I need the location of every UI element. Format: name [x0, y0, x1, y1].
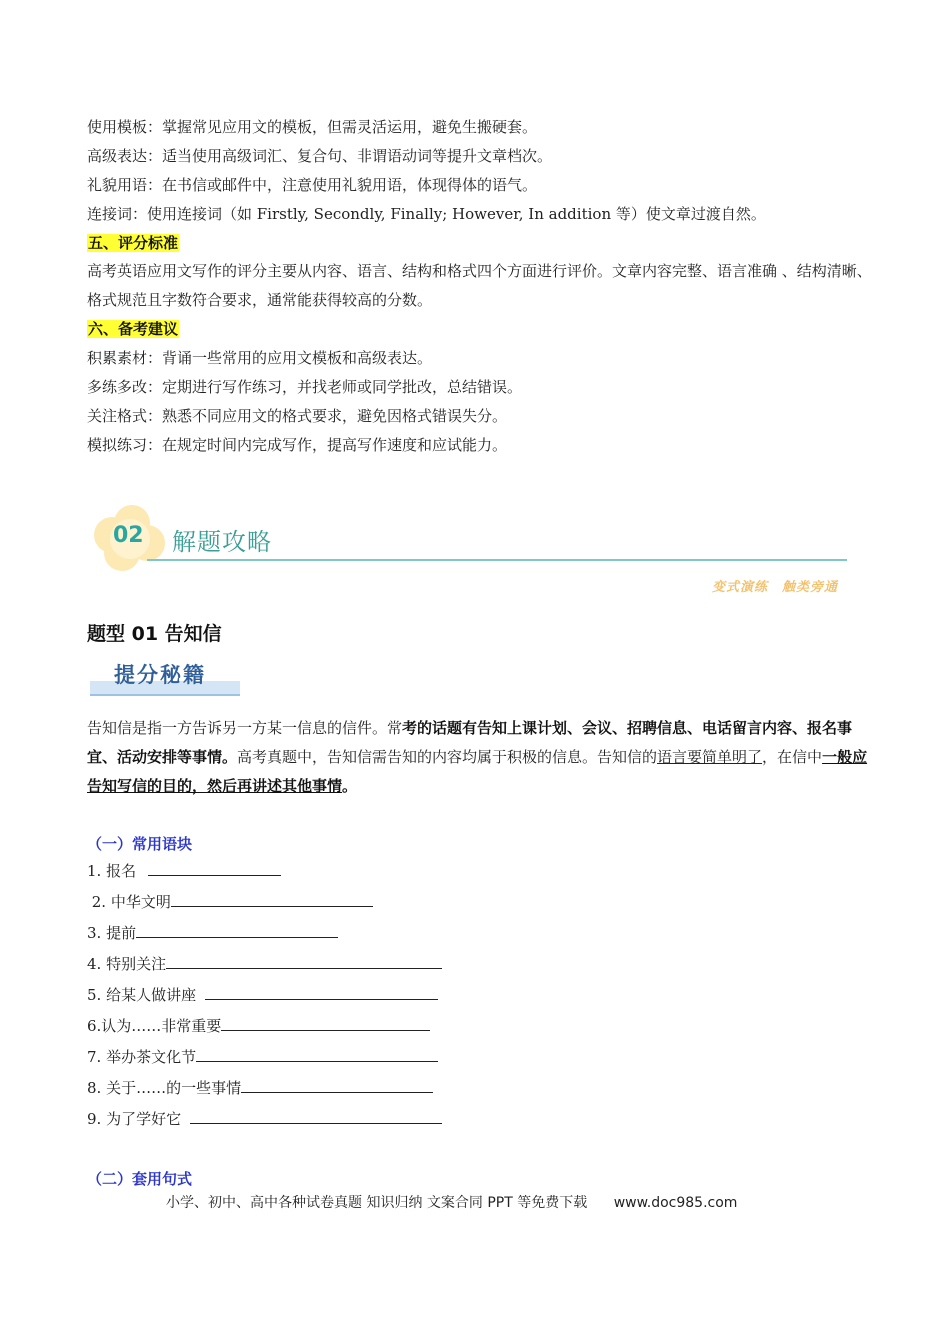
- answer-blank[interactable]: [171, 892, 373, 907]
- banner-subtitle: 变式演练 触类旁通: [712, 580, 839, 595]
- tips-badge: [90, 657, 242, 699]
- answer-blank[interactable]: [221, 1016, 430, 1031]
- section6-line-format: 关注格式：熟悉不同应用文的格式要求，避免因格式错误失分。: [87, 407, 508, 425]
- phrase-text: 9. 为了学好它: [87, 1110, 182, 1128]
- answer-blank[interactable]: [205, 985, 438, 1000]
- banner-title: 解题攻略: [172, 528, 272, 556]
- desc-part-1: 告知信是指一方告诉另一方某一信息的信件。常: [87, 719, 403, 737]
- phrase-item-6: [87, 1016, 430, 1036]
- phrase-item-8: [87, 1078, 433, 1098]
- section5-paragraph: 高考英语应用文写作的评分主要从内容、语言、结构和格式四个方面进行评价。文章内容完整、语言准确 、结构清晰、格式规范且字数符合要求，通常能获得较高的分数。: [87, 262, 872, 309]
- phrase-text: 5. 给某人做讲座: [87, 986, 197, 1004]
- phrase-item-5: [87, 985, 438, 1005]
- answer-blank[interactable]: [241, 1078, 433, 1093]
- section6-line-practice: 多练多改：定期进行写作练习，并找老师或同学批改，总结错误。: [87, 378, 523, 396]
- answer-blank[interactable]: [166, 954, 442, 969]
- section6-line-mock: 模拟练习：在规定时间内完成写作，提高写作速度和应试能力。: [87, 436, 508, 454]
- answer-blank[interactable]: [190, 1109, 442, 1124]
- phrase-item-7: [87, 1047, 438, 1067]
- answer-blank[interactable]: [148, 861, 281, 876]
- desc-language-underline: 语言要简单明了: [657, 748, 763, 766]
- intro-line-polite-language: 礼貌用语：在书信或邮件中，注意使用礼貌用语，体现得体的语气。: [87, 176, 538, 194]
- phrases-heading: （一）常用语块: [87, 835, 193, 853]
- phrase-text: 3. 提前: [87, 924, 137, 942]
- desc-purpose-bold-underline: 一般应告知写信的目的，然后再讲述其他事情: [87, 748, 868, 795]
- notice-letter-description: [87, 714, 877, 801]
- phrase-text: 1. 报名: [87, 862, 137, 880]
- desc-part-5: ，在信中: [762, 748, 823, 766]
- phrase-text: 8. 关于……的一些事情: [87, 1079, 242, 1097]
- intro-line-template: 使用模板：掌握常见应用文的模板，但需灵活运用，避免生搬硬套。: [87, 118, 538, 136]
- section5-heading-text: 五、评分标准: [88, 234, 179, 252]
- phrase-text: 2. 中华文明: [87, 893, 171, 911]
- section6-heading: [87, 319, 179, 339]
- answer-blank[interactable]: [196, 1047, 438, 1062]
- desc-part-3: 高考真题中，告知信需告知的内容均属于积极的信息。告知信的: [237, 748, 658, 766]
- patterns-heading: （二）套用句式: [87, 1170, 193, 1188]
- intro-line-advanced-expression: 高级表达：适当使用高级词汇、复合句、非谓语动词等提升文章档次。: [87, 147, 553, 165]
- desc-topics-bold: 考的话题有告知上课计划、会议、招聘信息、电话留言内容、报名事宜、活动安排等事情。: [87, 719, 853, 766]
- section5-heading: [87, 233, 179, 253]
- phrase-text: 7. 举办茶文化节: [87, 1048, 197, 1066]
- phrase-item-9: [87, 1109, 442, 1129]
- question-type-title: 题型 01 告知信: [87, 623, 222, 645]
- phrase-item-1: [87, 861, 281, 881]
- intro-line-connectives: 连接词：使用连接词（如 Firstly, Secondly, Finally; However, In addition 等）使文章过渡自然。: [87, 205, 766, 223]
- page-footer: [166, 1192, 737, 1212]
- banner-number: 02: [113, 523, 144, 548]
- phrase-text: 4. 特别关注: [87, 955, 167, 973]
- answer-blank[interactable]: [136, 923, 338, 938]
- section6-heading-text: 六、备考建议: [88, 320, 179, 338]
- badge-underline: [90, 694, 240, 696]
- phrase-text: 6.认为……非常重要: [87, 1017, 222, 1035]
- banner-divider: [147, 559, 847, 561]
- phrase-item-2: [87, 892, 373, 912]
- phrase-item-4: [87, 954, 442, 974]
- phrase-item-3: [87, 923, 338, 943]
- desc-end-period: 。: [342, 777, 358, 795]
- section6-line-accumulate: 积累素材：背诵一些常用的应用文模板和高级表达。: [87, 349, 433, 367]
- footer-text: 小学、初中、高中各种试卷真题 知识归纳 文案合同 PPT 等免费下载: [166, 1195, 588, 1211]
- section-banner: [87, 505, 867, 600]
- badge-label: 提分秘籍: [114, 663, 206, 687]
- footer-url[interactable]: www.doc985.com: [613, 1195, 738, 1211]
